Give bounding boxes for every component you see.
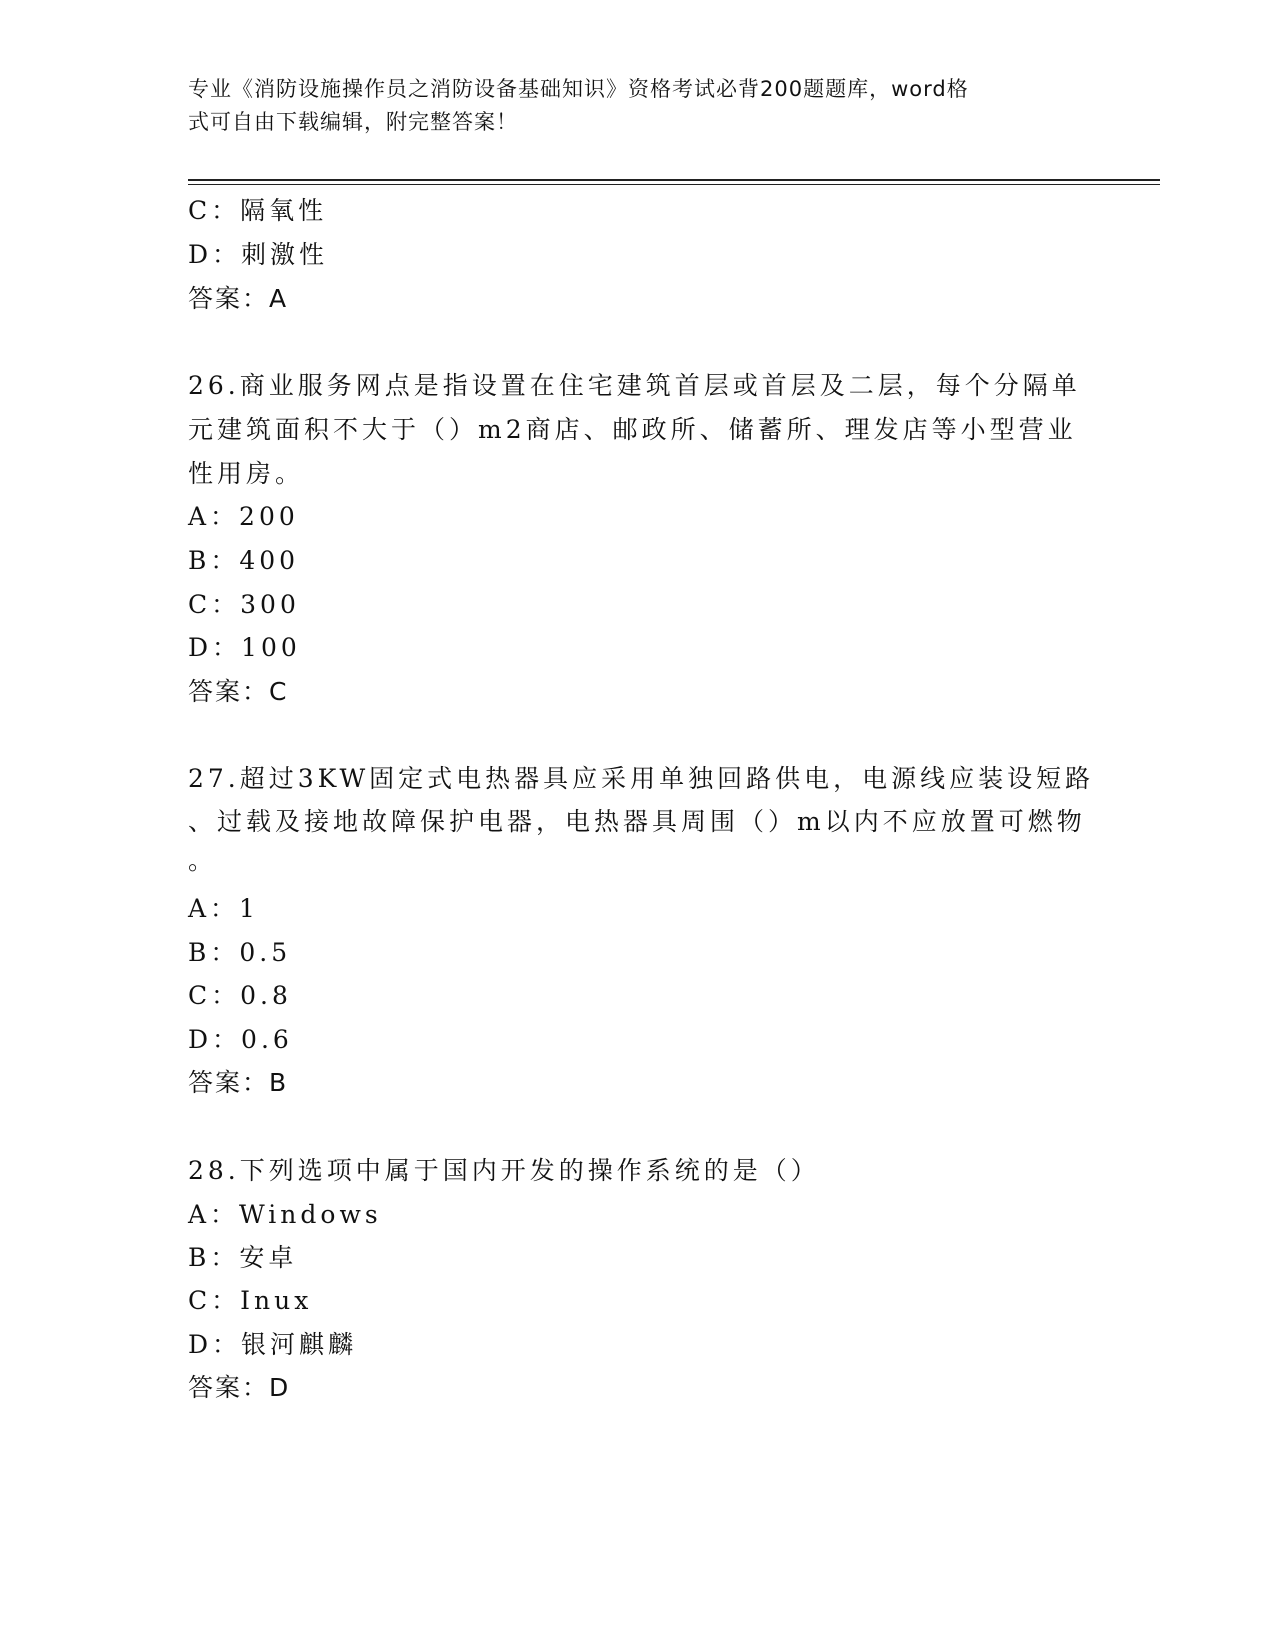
document-header [188, 73, 1068, 139]
prev-option-d: D：刺激性 [188, 240, 329, 269]
q27-option-a: A：1 [188, 894, 259, 923]
header-divider-thin [188, 184, 1160, 185]
prev-answer: 答案：A [188, 284, 289, 313]
header-line-1: 专业《消防设施操作员之消防设备基础知识》资格考试必背200题题库，word格 [188, 77, 969, 101]
q27-option-b: B：0.5 [188, 938, 292, 967]
q26-option-a: A：200 [188, 502, 299, 531]
q28-option-c: C：Inux [188, 1286, 313, 1315]
q28-answer: 答案：D [188, 1373, 291, 1402]
q28-option-d: D：银河麒麟 [188, 1330, 358, 1359]
q27-option-d: D：0.6 [188, 1025, 293, 1054]
q27-option-c: C：0.8 [188, 981, 292, 1010]
q26-option-b: B：400 [188, 546, 300, 575]
q26-option-d: D：100 [188, 633, 301, 662]
q27-stem-line-1: 27.超过3KW固定式电热器具应采用单独回路供电，电源线应装设短路 [188, 764, 1095, 793]
q27-stem-line-2: 、过载及接地故障保护电器，电热器具周围（）m以内不应放置可燃物 [188, 807, 1086, 836]
q28-option-a: A：Windows [188, 1200, 382, 1229]
q26-answer: 答案：C [188, 677, 289, 706]
q28-option-b: B：安卓 [188, 1243, 298, 1272]
q27-answer: 答案：B [188, 1068, 289, 1097]
header-divider-thick [188, 179, 1160, 181]
q26-stem-line-1: 26.商业服务网点是指设置在住宅建筑首层或首层及二层，每个分隔单 [188, 371, 1081, 400]
header-line-2: 式可自由下载编辑，附完整答案！ [188, 110, 518, 134]
q28-stem-line-1: 28.下列选项中属于国内开发的操作系统的是（） [188, 1156, 820, 1185]
q26-stem-line-3: 性用房。 [188, 459, 305, 488]
prev-option-c: C：隔氧性 [188, 196, 328, 225]
q27-stem-line-3: 。 [188, 846, 218, 875]
q26-option-c: C：300 [188, 590, 300, 619]
q26-stem-line-2: 元建筑面积不大于（）m2商店、邮政所、储蓄所、理发店等小型营业 [188, 415, 1077, 444]
